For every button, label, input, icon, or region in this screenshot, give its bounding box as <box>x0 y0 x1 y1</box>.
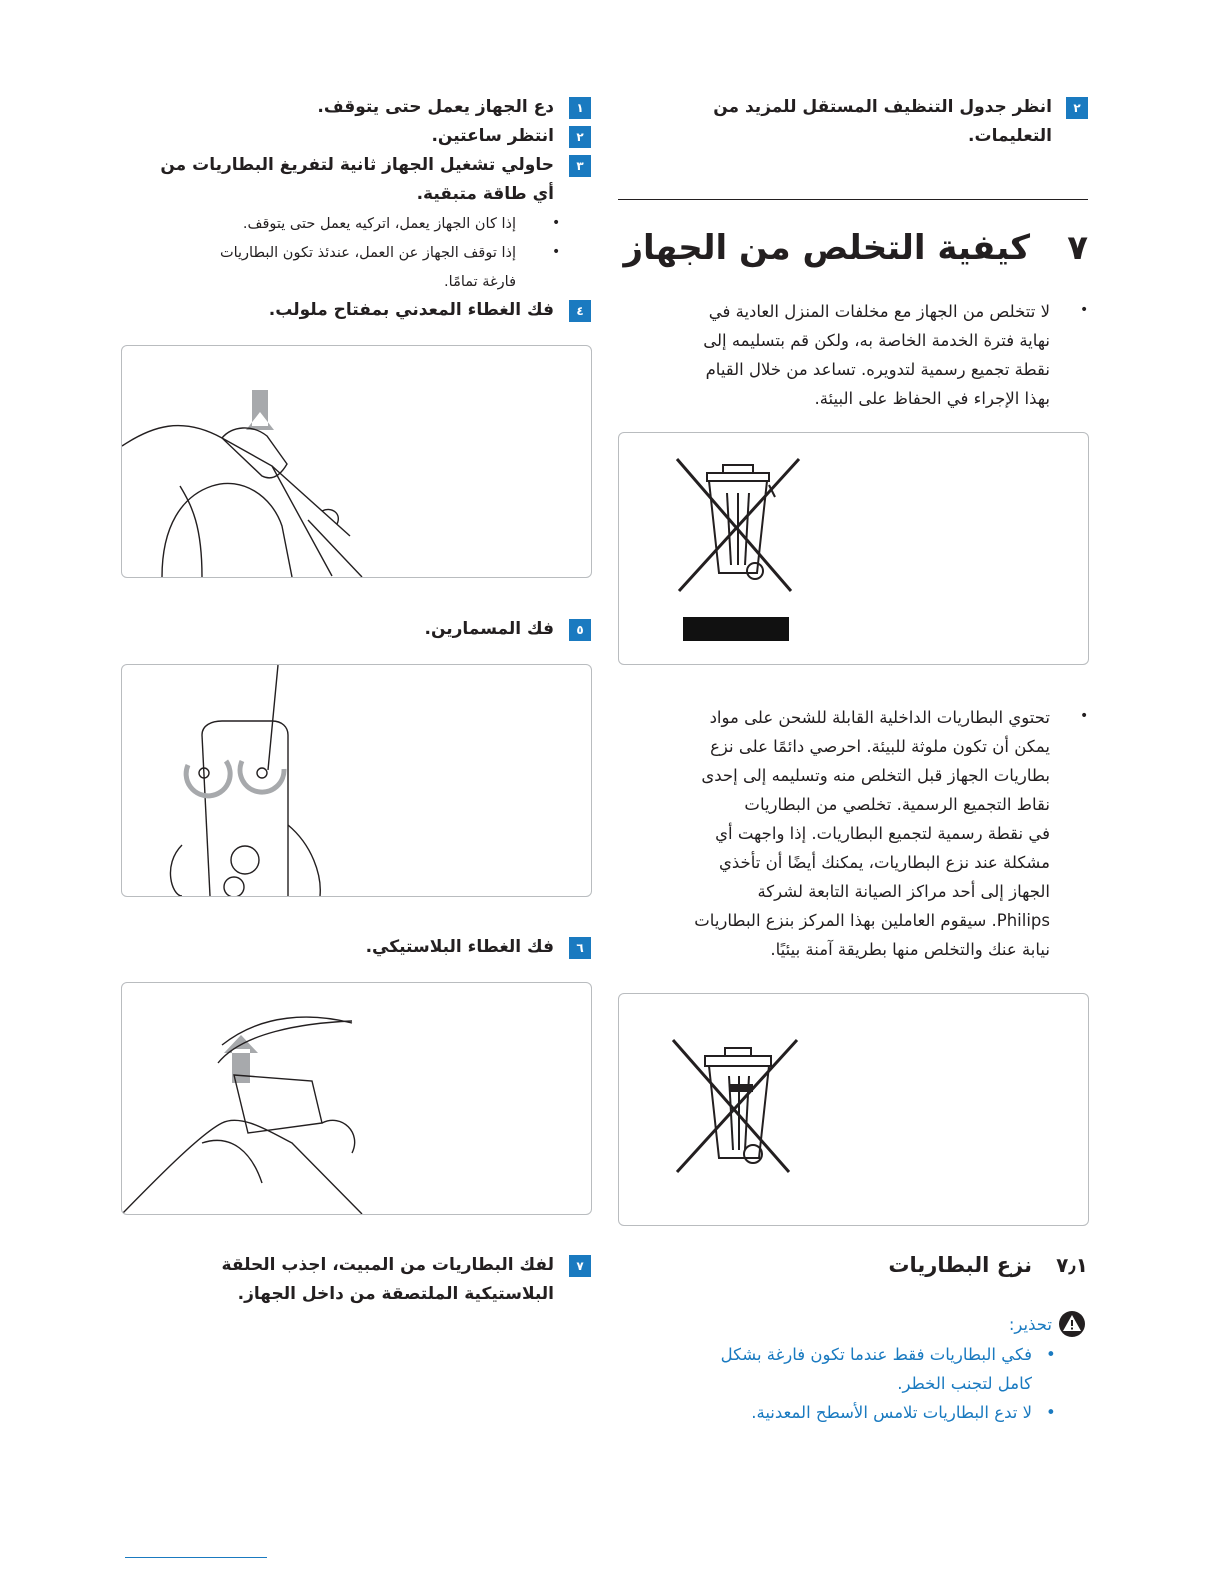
plastic-cover-illustration <box>121 982 592 1215</box>
paragraph-line: مشكلة عند نزع البطاريات، يمكنك أيضًا أن تأخذي <box>718 853 1050 872</box>
section-7-title: كيفية التخلص من الجهاز <box>623 228 1030 268</box>
paragraph-line: في نقطة رسمية لتجميع البطاريات. إذا واجهت أي <box>715 824 1050 843</box>
caution-bullet: • <box>1046 1403 1056 1422</box>
step-3-line1: حاولي تشغيل الجهاز ثانية لتفريغ البطاريات من <box>160 155 554 175</box>
step-3-text <box>120 151 554 209</box>
step-5-badge: ٥ <box>569 619 591 641</box>
sub-bullet-dot: • <box>552 244 561 260</box>
paragraph-line: نقطة تجميع رسمية لتدويره. تساعد من خلال القيام <box>705 360 1050 379</box>
battery-bin-figure <box>618 993 1089 1226</box>
step-2-badge: ٢ <box>1066 97 1088 119</box>
step-4-text: فك الغطاء المعدني بمفتاح ملولب. <box>268 300 554 320</box>
step-4-badge: ٤ <box>569 300 591 322</box>
caution-line: كامل لتجنب الخطر. <box>897 1374 1032 1393</box>
step-5-text: فك المسمارين. <box>424 619 554 639</box>
section-7-number: ٧ <box>1067 228 1088 268</box>
remove-plastic-cover-image <box>122 983 591 1214</box>
sub-item-2 <box>120 239 516 297</box>
step-7-text <box>120 1251 554 1309</box>
bullet-dot: • <box>1080 302 1089 318</box>
paragraph-line: بهذا الإجراء في الحفاظ على البيئة. <box>814 389 1050 408</box>
paragraph-line: نقاط التجميع الرسمية. تخلصي من البطاريات <box>744 795 1050 814</box>
subsection-number: ٧٫١ <box>1056 1253 1088 1277</box>
step-2-text-left: انتظر ساعتين. <box>431 126 554 146</box>
battery-paragraph <box>618 703 1050 964</box>
footer-rule <box>125 1557 267 1558</box>
crossed-battery-bin-icon <box>619 994 1088 1225</box>
step-2-line1: انظر جدول التنظيف المستقل للمزيد من <box>713 97 1052 117</box>
warning-icon <box>1058 1310 1086 1338</box>
section-divider <box>618 199 1088 200</box>
caution-label: تحذير: <box>1008 1315 1052 1334</box>
paragraph-line: Philips. سيقوم العاملين بهذا المركز بنزع البطاريات <box>694 911 1050 930</box>
subsection-title: نزع البطاريات <box>888 1253 1032 1277</box>
paragraph-line: نهاية فترة الخدمة الخاصة به، ولكن قم بتسليمه إلى <box>703 331 1050 350</box>
step-7-line1: لفك البطاريات من المبيت، اجذب الحلقة <box>221 1255 554 1275</box>
step-7-line2: البلاستيكية الملتصقة من داخل الجهاز. <box>237 1284 554 1304</box>
step-2-badge-left: ٢ <box>569 126 591 148</box>
paragraph-line: يمكن أن تكون ملوثة للبيئة. احرصي دائمًا على نزع <box>710 737 1050 756</box>
sub-item-2-line1: إذا توقف الجهاز عن العمل، عندئذ تكون البطاريات <box>219 245 516 261</box>
step-1-badge: ١ <box>569 97 591 119</box>
caution-item-1 <box>618 1340 1032 1398</box>
disposal-paragraph <box>618 297 1050 413</box>
step-7-badge: ٧ <box>569 1255 591 1277</box>
paragraph-line: لا تتخلص من الجهاز مع مخلفات المنزل العادية في <box>708 302 1050 321</box>
remove-screws-image <box>122 665 591 896</box>
paragraph-line: تحتوي البطاريات الداخلية القابلة للشحن على مواد <box>709 708 1050 727</box>
screws-illustration <box>121 664 592 897</box>
step-3-badge: ٣ <box>569 155 591 177</box>
sub-bullet-dot: • <box>552 215 561 231</box>
caution-line: فكي البطاريات فقط عندما تكون فارغة بشكل <box>720 1345 1032 1364</box>
caution-item-2: لا تدع البطاريات تلامس الأسطح المعدنية. <box>751 1403 1032 1422</box>
caution-bullet: • <box>1046 1345 1056 1364</box>
step-6-text: فك الغطاء البلاستيكي. <box>365 937 554 957</box>
paragraph-line: الجهاز إلى أحد مراكز الصيانة التابعة لشركة <box>757 882 1050 901</box>
step-1-text: دع الجهاز يعمل حتى يتوقف. <box>317 97 554 117</box>
step-3-line2: أي طاقة متبقية. <box>416 184 554 204</box>
sub-item-2-line2: فارغة تمامًا. <box>444 274 516 290</box>
step-6-badge: ٦ <box>569 937 591 959</box>
weee-symbol-figure <box>618 432 1089 665</box>
paragraph-line: بطاريات الجهاز قبل التخلص منه وتسليمه إلى إحدى <box>701 766 1050 785</box>
screwdriver-illustration <box>121 345 592 578</box>
step-2-line2: التعليمات. <box>968 126 1052 146</box>
remove-metal-cover-image <box>122 346 591 577</box>
crossed-bin-icon <box>619 433 1088 664</box>
step-2-text <box>640 93 1052 151</box>
bullet-dot: • <box>1080 708 1089 724</box>
sub-item-1: إذا كان الجهاز يعمل، اتركيه يعمل حتى يتوقف. <box>242 216 516 232</box>
paragraph-line: نيابة عنك والتخلص منها بطريقة آمنة بيئيًا. <box>770 940 1050 959</box>
